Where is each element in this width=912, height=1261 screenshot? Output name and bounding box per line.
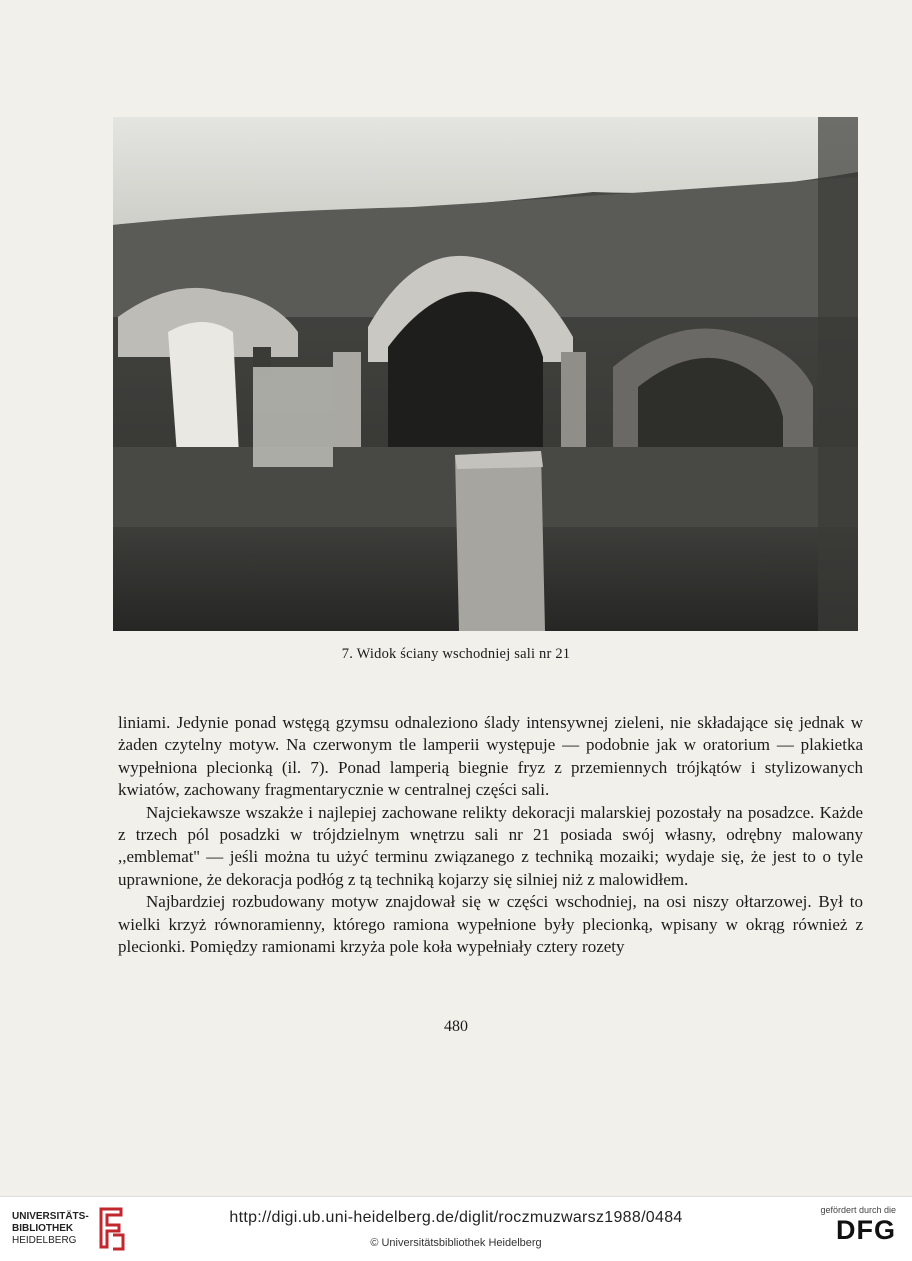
figure-caption: 7. Widok ściany wschodniej sali nr 21 xyxy=(341,646,571,662)
library-name-line3: HEIDELBERG xyxy=(12,1235,77,1246)
dfg-logo[interactable] xyxy=(820,1205,896,1245)
paragraph: Najciekawsze wszakże i najlepiej zachowane relikty dekoracji malarskiej pozostały na posadzce. Każde z trzech pól posadzki w trójdzielnym wnętrzu sali nr 21 posiada swój własny, odrębny malowany ,,emblemat'' — jeśli można tu użyć terminu związanego z techniką mozaiki; wydaje się, że jest to o tyle uprawnione, że dekoracja podłóg z tą techniką kojarzy się silniej niż z malowidłem. xyxy=(118,802,863,889)
paragraph: Najbardziej rozbudowany motyw znajdował się w części wschodniej, na osi niszy ołtarzowej. Był to wielki krzyż równoramienny, którego ramiona wypełnione były plecionką, wpisany w okrąg również z plecionki. Pomiędzy ramionami krzyża pole koła wypełniały cztery rozety xyxy=(118,892,863,957)
source-url-link[interactable]: http://digi.ub.uni-heidelberg.de/diglit/roczmuzwarsz1988/0484 xyxy=(229,1209,683,1226)
library-name-line1: UNIVERSITÄTS- xyxy=(12,1211,89,1222)
page-number: 480 xyxy=(444,1018,468,1035)
sponsor-text: gefördert durch die xyxy=(820,1205,896,1215)
body-text xyxy=(118,712,863,958)
footer-bar xyxy=(0,1196,912,1261)
figure-photo xyxy=(113,117,858,631)
dfg-mark: DFG xyxy=(836,1215,896,1245)
library-name-line2: BIBLIOTHEK xyxy=(12,1223,74,1234)
photo-icon xyxy=(113,117,858,631)
copyright-text: © Universitätsbibliothek Heidelberg xyxy=(370,1237,542,1249)
paragraph: liniami. Jedynie ponad wstęgą gzymsu odnaleziono ślady intensywnej zieleni, nie składające się jednak w żaden czytelny motyw. Na czerwonym tle lamperii występuje — podobnie jak w oratorium — plakietka wypełniona plecionką (il. 7). Ponad lamperią biegnie fryz z przemiennych trójkątów i stylizowanych kwiatów, zachowany fragmentarycznie w centralnej części sali. xyxy=(118,713,863,800)
